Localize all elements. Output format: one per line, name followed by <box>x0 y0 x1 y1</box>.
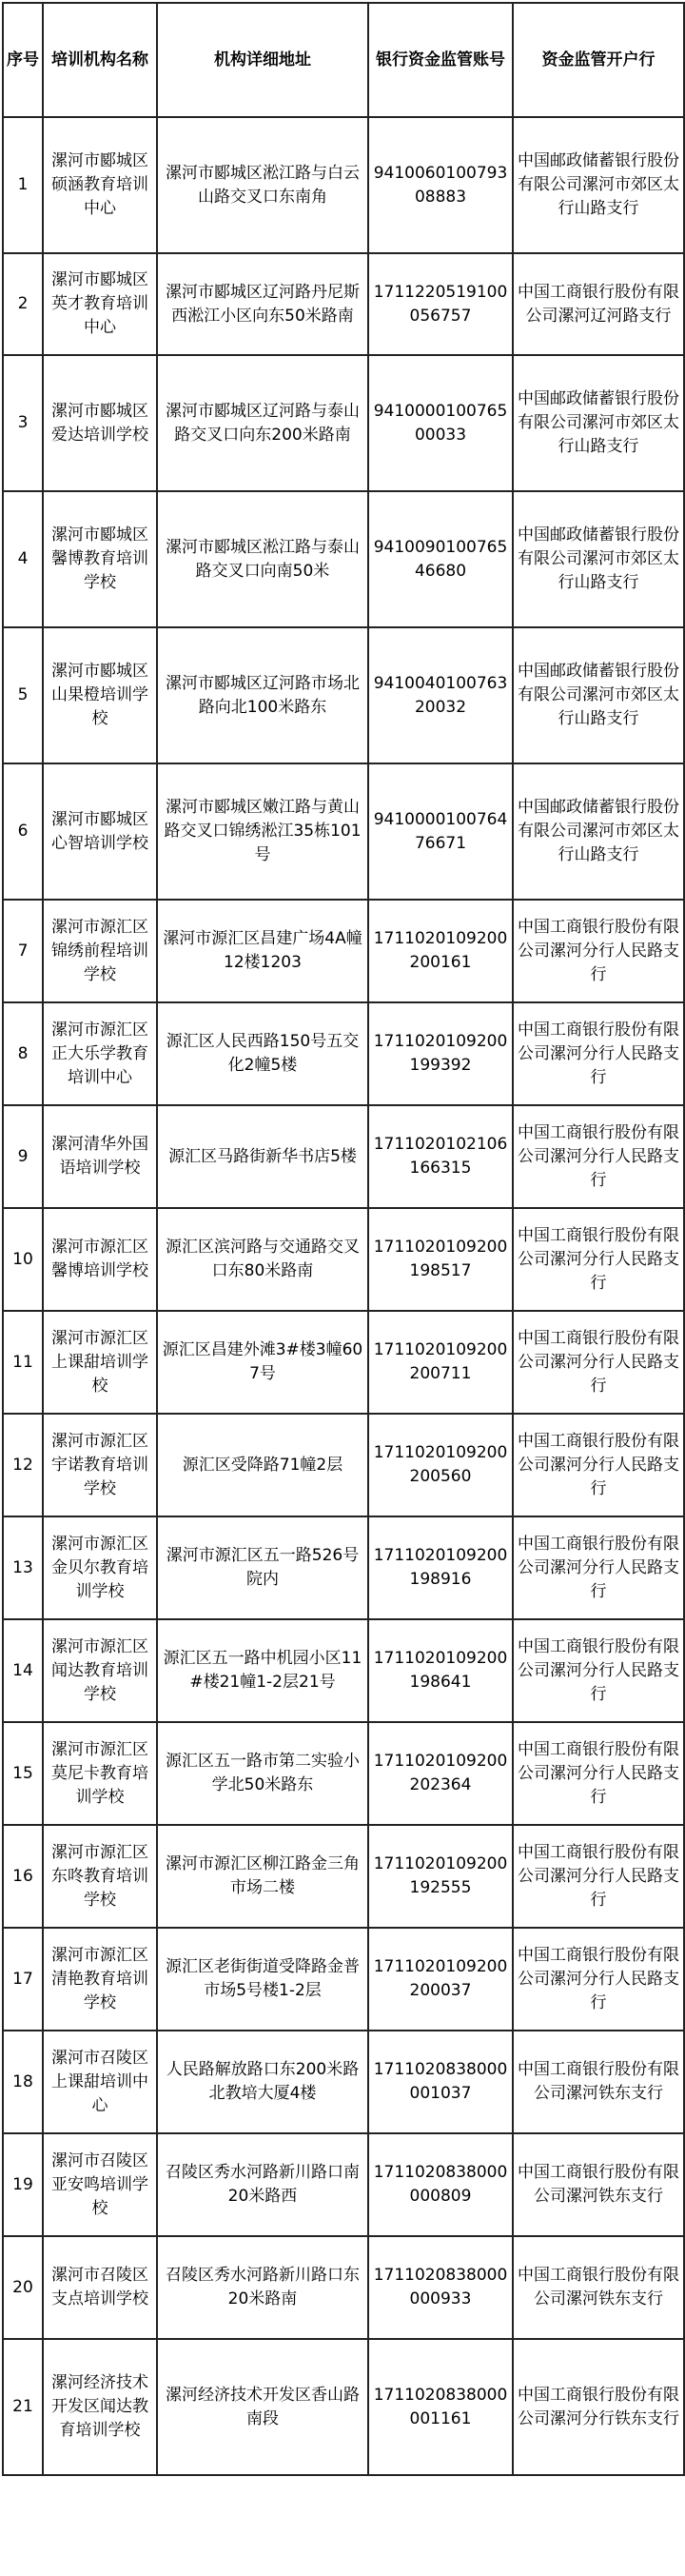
cell-account: 941006010079308883 <box>368 117 513 253</box>
cell-account: 1711020109200200161 <box>368 900 513 1002</box>
header-seq: 序号 <box>3 3 43 117</box>
cell-account: 1711020109200198517 <box>368 1208 513 1311</box>
header-address: 机构详细地址 <box>157 3 368 117</box>
table-row <box>3 1208 684 1311</box>
cell-bank: 中国邮政储蓄银行股份有限公司漯河市郊区太行山路支行 <box>513 763 684 900</box>
cell-seq: 21 <box>3 2339 43 2475</box>
cell-seq: 1 <box>3 117 43 253</box>
cell-bank: 中国工商银行股份有限公司漯河辽河路支行 <box>513 253 684 355</box>
cell-seq: 13 <box>3 1516 43 1619</box>
cell-bank: 中国工商银行股份有限公司漯河分行铁东支行 <box>513 2339 684 2475</box>
cell-address: 召陵区秀水河路新川路口东20米路南 <box>157 2236 368 2339</box>
cell-address: 源汇区五一路中机园小区11#楼21幢1-2层21号 <box>157 1619 368 1722</box>
cell-address: 源汇区五一路市第二实验小学北50米路东 <box>157 1722 368 1825</box>
cell-bank: 中国邮政储蓄银行股份有限公司漯河市郊区太行山路支行 <box>513 117 684 253</box>
cell-seq: 17 <box>3 1928 43 2031</box>
cell-bank: 中国邮政储蓄银行股份有限公司漯河市郊区太行山路支行 <box>513 491 684 627</box>
cell-name: 漯河市郾城区英才教育培训中心 <box>43 253 157 355</box>
table-row <box>3 1722 684 1825</box>
cell-seq: 16 <box>3 1825 43 1928</box>
cell-seq: 3 <box>3 355 43 491</box>
cell-address: 漯河市郾城区淞江路与泰山路交叉口向南50米 <box>157 491 368 627</box>
table-row <box>3 1414 684 1516</box>
cell-account: 1711020109200198916 <box>368 1516 513 1619</box>
table-row <box>3 763 684 900</box>
cell-account: 1711020838000001037 <box>368 2031 513 2133</box>
header-bank: 资金监管开户行 <box>513 3 684 117</box>
table-row <box>3 117 684 253</box>
cell-name: 漯河市源汇区东咚教育培训学校 <box>43 1825 157 1928</box>
table-row <box>3 1619 684 1722</box>
table-row <box>3 1825 684 1928</box>
cell-seq: 5 <box>3 627 43 763</box>
cell-name: 漯河市召陵区支点培训学校 <box>43 2236 157 2339</box>
cell-account: 941009010076546680 <box>368 491 513 627</box>
table-row <box>3 253 684 355</box>
cell-account: 941004010076320032 <box>368 627 513 763</box>
cell-address: 源汇区马路街新华书店5楼 <box>157 1105 368 1208</box>
cell-account: 1711020109200200711 <box>368 1311 513 1414</box>
cell-address: 漯河市郾城区嫩江路与黄山路交叉口锦绣淞江35栋101号 <box>157 763 368 900</box>
table-row <box>3 2133 684 2236</box>
cell-account: 1711020109200199392 <box>368 1002 513 1105</box>
cell-name: 漯河市源汇区清艳教育培训学校 <box>43 1928 157 2031</box>
table-row <box>3 2031 684 2133</box>
table-row <box>3 900 684 1002</box>
cell-seq: 14 <box>3 1619 43 1722</box>
cell-name: 漯河市郾城区馨博教育培训学校 <box>43 491 157 627</box>
table-row <box>3 1002 684 1105</box>
cell-address: 源汇区昌建外滩3#楼3幢607号 <box>157 1311 368 1414</box>
cell-bank: 中国工商银行股份有限公司漯河分行人民路支行 <box>513 1516 684 1619</box>
cell-name: 漯河市源汇区上课甜培训学校 <box>43 1311 157 1414</box>
cell-address: 源汇区滨河路与交通路交叉口东80米路南 <box>157 1208 368 1311</box>
cell-name: 漯河市源汇区锦绣前程培训学校 <box>43 900 157 1002</box>
cell-name: 漯河市源汇区馨博培训学校 <box>43 1208 157 1311</box>
table-row <box>3 2236 684 2339</box>
cell-account: 1711020109200202364 <box>368 1722 513 1825</box>
table-row <box>3 1516 684 1619</box>
table-row <box>3 1928 684 2031</box>
cell-seq: 4 <box>3 491 43 627</box>
cell-address: 漯河经济技术开发区香山路南段 <box>157 2339 368 2475</box>
cell-bank: 中国工商银行股份有限公司漯河铁东支行 <box>513 2133 684 2236</box>
cell-name: 漯河市源汇区莫尼卡教育培训学校 <box>43 1722 157 1825</box>
cell-seq: 8 <box>3 1002 43 1105</box>
cell-account: 1711020109200200037 <box>368 1928 513 2031</box>
cell-seq: 7 <box>3 900 43 1002</box>
cell-address: 源汇区人民西路150号五交化2幢5楼 <box>157 1002 368 1105</box>
cell-bank: 中国工商银行股份有限公司漯河分行人民路支行 <box>513 900 684 1002</box>
cell-account: 1711020109200200560 <box>368 1414 513 1516</box>
cell-seq: 10 <box>3 1208 43 1311</box>
cell-name: 漯河市郾城区心智培训学校 <box>43 763 157 900</box>
cell-name: 漯河市郾城区山果橙培训学校 <box>43 627 157 763</box>
cell-seq: 9 <box>3 1105 43 1208</box>
cell-account: 1711020109200192555 <box>368 1825 513 1928</box>
table-row <box>3 491 684 627</box>
cell-name: 漯河市召陵区上课甜培训中心 <box>43 2031 157 2133</box>
cell-bank: 中国工商银行股份有限公司漯河分行人民路支行 <box>513 1311 684 1414</box>
cell-account: 1711020102106166315 <box>368 1105 513 1208</box>
cell-address: 漯河市郾城区辽河路市场北路向北100米路东 <box>157 627 368 763</box>
cell-bank: 中国工商银行股份有限公司漯河铁东支行 <box>513 2031 684 2133</box>
cell-seq: 11 <box>3 1311 43 1414</box>
cell-account: 1711220519100056757 <box>368 253 513 355</box>
table-row <box>3 627 684 763</box>
cell-account: 1711020838000000809 <box>368 2133 513 2236</box>
cell-name: 漯河经济技术开发区闻达教育培训学校 <box>43 2339 157 2475</box>
cell-address: 漯河市郾城区辽河路与泰山路交叉口向东200米路南 <box>157 355 368 491</box>
cell-account: 1711020109200198641 <box>368 1619 513 1722</box>
cell-name: 漯河清华外国语培训学校 <box>43 1105 157 1208</box>
header-account: 银行资金监管账号 <box>368 3 513 117</box>
cell-bank: 中国工商银行股份有限公司漯河分行人民路支行 <box>513 1928 684 2031</box>
table-row <box>3 2339 684 2475</box>
cell-name: 漯河市源汇区金贝尔教育培训学校 <box>43 1516 157 1619</box>
cell-address: 人民路解放路口东200米路北教培大厦4楼 <box>157 2031 368 2133</box>
cell-seq: 19 <box>3 2133 43 2236</box>
cell-address: 漯河市郾城区辽河路丹尼斯西淞江小区向东50米路南 <box>157 253 368 355</box>
cell-bank: 中国邮政储蓄银行股份有限公司漯河市郊区太行山路支行 <box>513 627 684 763</box>
cell-bank: 中国工商银行股份有限公司漯河分行人民路支行 <box>513 1414 684 1516</box>
cell-account: 941000010076476671 <box>368 763 513 900</box>
cell-name: 漯河市源汇区宇诺教育培训学校 <box>43 1414 157 1516</box>
cell-name: 漯河市召陵区亚安鸣培训学校 <box>43 2133 157 2236</box>
institution-table <box>2 2 685 2476</box>
header-name: 培训机构名称 <box>43 3 157 117</box>
cell-seq: 6 <box>3 763 43 900</box>
cell-seq: 2 <box>3 253 43 355</box>
cell-address: 源汇区老街街道受降路金普市场5号楼1-2层 <box>157 1928 368 2031</box>
cell-bank: 中国工商银行股份有限公司漯河分行人民路支行 <box>513 1002 684 1105</box>
cell-bank: 中国工商银行股份有限公司漯河铁东支行 <box>513 2236 684 2339</box>
cell-address: 召陵区秀水河路新川路口南20米路西 <box>157 2133 368 2236</box>
cell-address: 漯河市郾城区淞江路与白云山路交叉口东南角 <box>157 117 368 253</box>
cell-bank: 中国工商银行股份有限公司漯河分行人民路支行 <box>513 1105 684 1208</box>
cell-account: 1711020838000001161 <box>368 2339 513 2475</box>
cell-name: 漯河市源汇区闻达教育培训学校 <box>43 1619 157 1722</box>
table-row <box>3 1311 684 1414</box>
cell-seq: 15 <box>3 1722 43 1825</box>
cell-bank: 中国工商银行股份有限公司漯河分行人民路支行 <box>513 1722 684 1825</box>
table-header-row <box>3 3 684 117</box>
cell-bank: 中国工商银行股份有限公司漯河分行人民路支行 <box>513 1619 684 1722</box>
cell-name: 漯河市郾城区硕涵教育培训中心 <box>43 117 157 253</box>
cell-bank: 中国邮政储蓄银行股份有限公司漯河市郊区太行山路支行 <box>513 355 684 491</box>
cell-seq: 20 <box>3 2236 43 2339</box>
cell-bank: 中国工商银行股份有限公司漯河分行人民路支行 <box>513 1208 684 1311</box>
cell-address: 源汇区受降路71幢2层 <box>157 1414 368 1516</box>
table-row <box>3 355 684 491</box>
cell-address: 漯河市源汇区柳江路金三角市场二楼 <box>157 1825 368 1928</box>
table-row <box>3 1105 684 1208</box>
cell-account: 941000010076500033 <box>368 355 513 491</box>
cell-address: 漯河市源汇区五一路526号院内 <box>157 1516 368 1619</box>
cell-address: 漯河市源汇区昌建广场4A幢12楼1203 <box>157 900 368 1002</box>
cell-seq: 12 <box>3 1414 43 1516</box>
cell-name: 漯河市源汇区正大乐学教育培训中心 <box>43 1002 157 1105</box>
cell-account: 1711020838000000933 <box>368 2236 513 2339</box>
cell-bank: 中国工商银行股份有限公司漯河分行人民路支行 <box>513 1825 684 1928</box>
cell-seq: 18 <box>3 2031 43 2133</box>
cell-name: 漯河市郾城区爱达培训学校 <box>43 355 157 491</box>
